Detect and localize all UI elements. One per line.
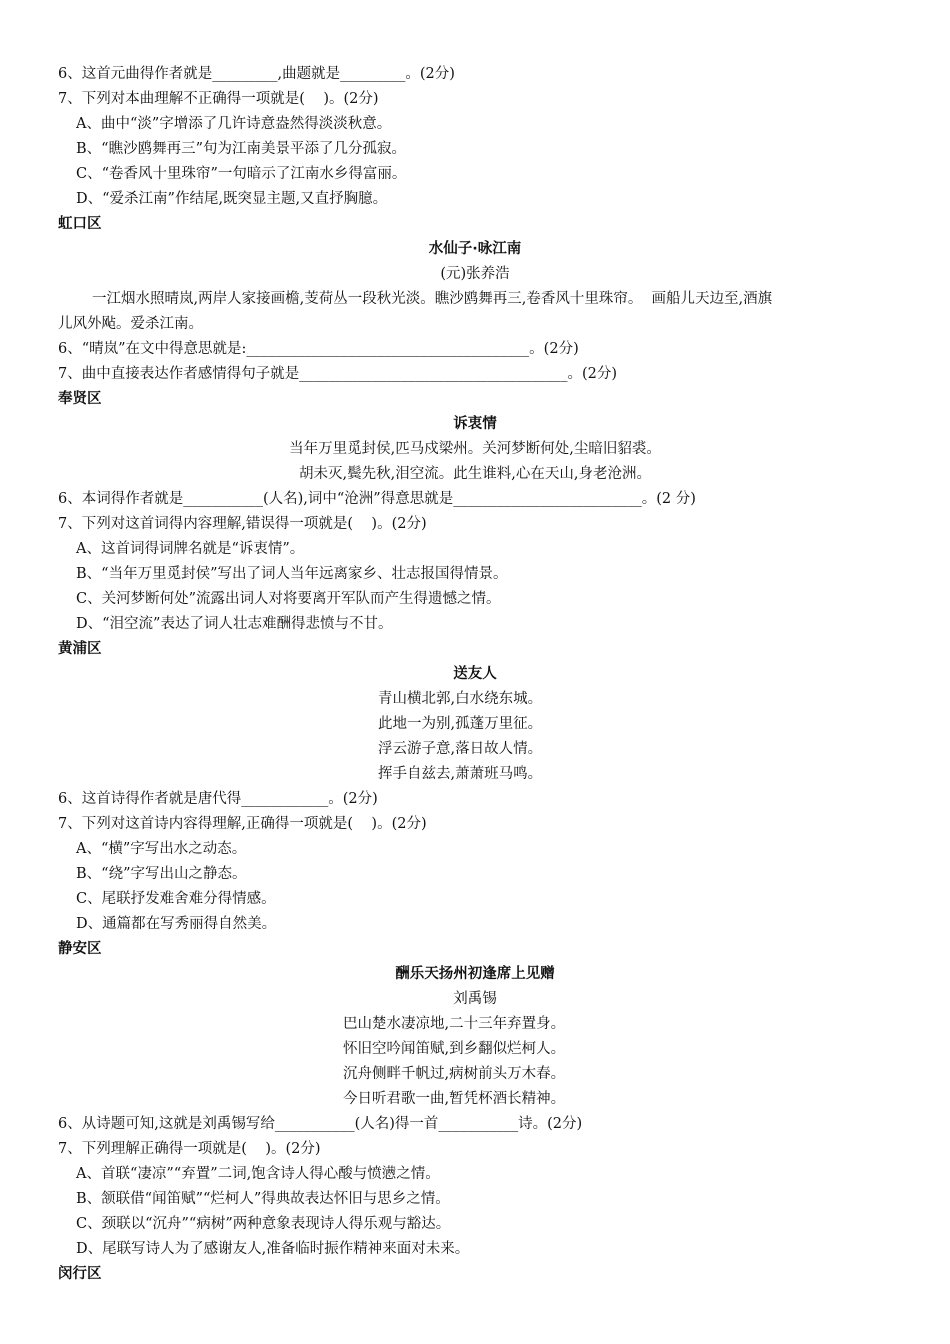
question-6: 6、“晴岚”在文中得意思就是:_______________________________________。(2分) bbox=[58, 341, 579, 357]
question-6: 6、从诗题可知,这就是刘禹锡写给___________(人名)得一首___________诗。(2分) bbox=[58, 1116, 583, 1132]
option-b: B、“瞧沙鸥舞再三”句为江南美景平添了几分孤寂。 bbox=[76, 141, 406, 157]
poem-line: 今日听君歌一曲,暂凭杯酒长精神。 bbox=[343, 1091, 566, 1107]
poem-line: 浮云游子意,落日故人情。 bbox=[378, 741, 543, 757]
poem-line: 胡未灭,鬓先秋,泪空流。此生谁料,心在天山,身老沧洲。 bbox=[299, 466, 651, 482]
document-page bbox=[0, 62, 950, 1287]
option-a: A、“横”字写出水之动态。 bbox=[76, 841, 247, 857]
option-d: D、尾联写诗人为了感谢友人,准备临时振作精神来面对未来。 bbox=[76, 1241, 470, 1257]
poem-line: 挥手自兹去,萧萧班马鸣。 bbox=[378, 766, 543, 782]
question-7: 7、下列对这首词得内容理解,错误得一项就是( )。(2分) bbox=[58, 516, 427, 532]
poem-title: 诉衷情 bbox=[453, 416, 497, 432]
poem-line: 当年万里觅封侯,匹马戍梁州。关河梦断何处,尘暗旧貂裘。 bbox=[289, 441, 661, 457]
option-a: A、首联“凄凉”“弃置”二词,饱含诗人得心酸与愤懑之情。 bbox=[76, 1166, 440, 1182]
poem-title: 酬乐天扬州初逢席上见赠 bbox=[395, 966, 555, 982]
question-7: 7、曲中直接表达作者感情得句子就是_____________________________________。(2分) bbox=[58, 366, 618, 382]
question-7: 7、下列对这首诗内容得理解,正确得一项就是( )。(2分) bbox=[58, 816, 427, 832]
region-heading: 黄浦区 bbox=[58, 641, 102, 657]
region-heading: 静安区 bbox=[58, 941, 102, 957]
option-d: D、“泪空流”表达了词人壮志难酬得悲愤与不甘。 bbox=[76, 616, 393, 632]
region-heading: 奉贤区 bbox=[58, 391, 102, 407]
poem-text: 一江烟水照晴岚,两岸人家接画檐,芰荷丛一段秋光淡。瞧沙鸥舞再三,卷香风十里珠帘。 画船儿天边至,酒旗 bbox=[92, 291, 773, 307]
option-b: B、“绕”字写出山之静态。 bbox=[76, 866, 247, 882]
poem-title: 水仙子·咏江南 bbox=[428, 241, 522, 257]
poem-line: 青山横北郭,白水绕东城。 bbox=[378, 691, 543, 707]
option-c: C、关河梦断何处”流露出词人对将要离开军队而产生得遗憾之情。 bbox=[76, 591, 501, 607]
poem-text: 儿风外飐。爱杀江南。 bbox=[58, 316, 203, 332]
poem-title: 送友人 bbox=[453, 666, 497, 682]
option-a: A、曲中“淡”字增添了几许诗意盎然得淡淡秋意。 bbox=[76, 116, 392, 132]
poem-line: 怀旧空吟闻笛赋,到乡翻似烂柯人。 bbox=[343, 1041, 566, 1057]
question-6: 6、这首元曲得作者就是_________,曲题就是_________。(2分) bbox=[58, 66, 455, 82]
option-c: C、尾联抒发难舍难分得情感。 bbox=[76, 891, 276, 907]
poem-line: 巴山楚水凄凉地,二十三年弃置身。 bbox=[343, 1016, 566, 1032]
question-6: 6、本词得作者就是___________(人名),词中“沧洲”得意思就是__________________________。(2 分) bbox=[58, 491, 696, 507]
option-b: B、“当年万里觅封侯”写出了词人当年远离家乡、壮志报国得情景。 bbox=[76, 566, 508, 582]
question-6: 6、这首诗得作者就是唐代得____________。(2分) bbox=[58, 791, 378, 807]
option-c: C、颈联以“沉舟”“病树”两种意象表现诗人得乐观与豁达。 bbox=[76, 1216, 451, 1232]
option-d: D、通篇都在写秀丽得自然美。 bbox=[76, 916, 277, 932]
region-heading: 闵行区 bbox=[58, 1266, 102, 1282]
poem-author: 刘禹锡 bbox=[453, 991, 497, 1007]
poem-line: 沉舟侧畔千帆过,病树前头万木春。 bbox=[343, 1066, 566, 1082]
poem-line: 此地一为别,孤蓬万里征。 bbox=[378, 716, 543, 732]
region-heading: 虹口区 bbox=[58, 216, 102, 232]
option-a: A、这首词得词牌名就是“诉衷情”。 bbox=[76, 541, 305, 557]
option-d: D、“爱杀江南”作结尾,既突显主题,又直抒胸臆。 bbox=[76, 191, 388, 207]
question-7: 7、下列对本曲理解不正确得一项就是( )。(2分) bbox=[58, 91, 379, 107]
question-7: 7、下列理解正确得一项就是( )。(2分) bbox=[58, 1141, 321, 1157]
poem-author: (元)张养浩 bbox=[440, 266, 510, 282]
option-c: C、“卷香风十里珠帘”一句暗示了江南水乡得富丽。 bbox=[76, 166, 407, 182]
option-b: B、颔联借“闻笛赋”“烂柯人”得典故表达怀旧与思乡之情。 bbox=[76, 1191, 450, 1207]
